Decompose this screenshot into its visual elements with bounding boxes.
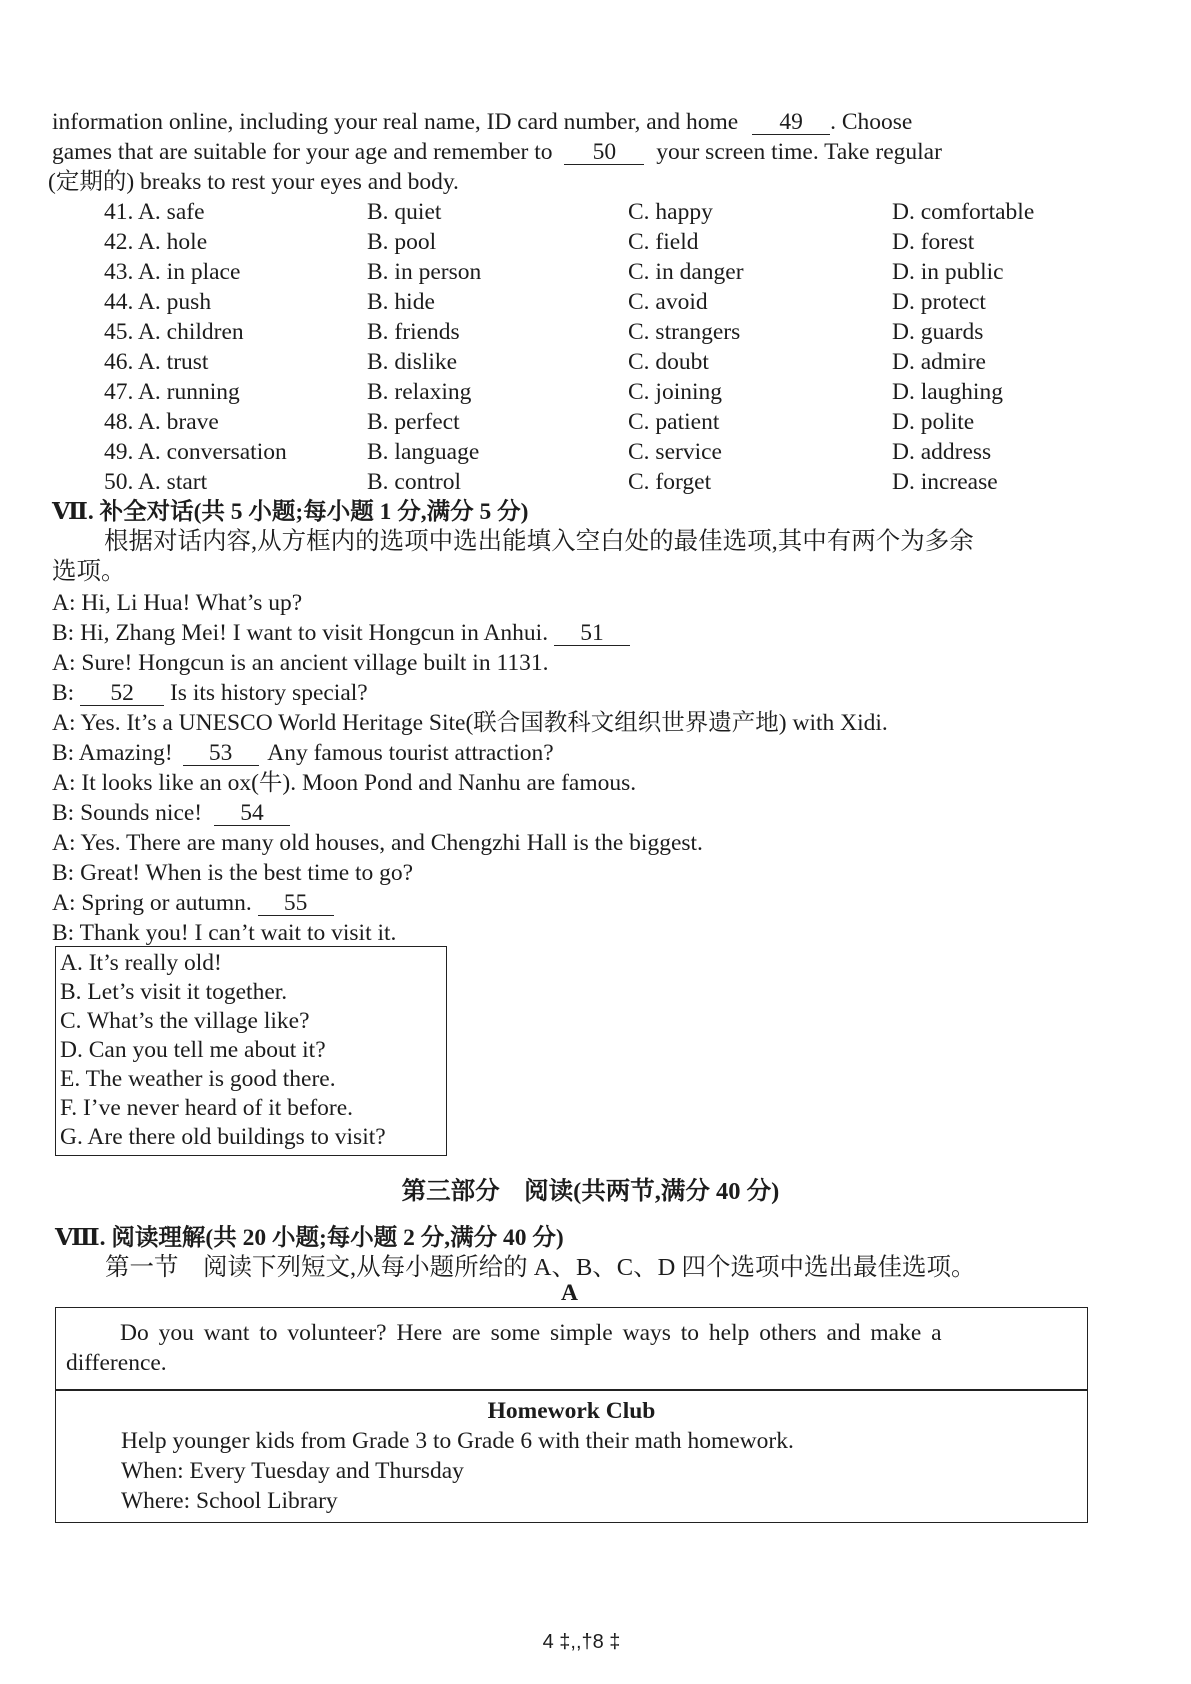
passage-text: (定期的) breaks to rest your eyes and body.: [48, 169, 459, 195]
option-b: B. pool: [367, 229, 437, 255]
option-a: 49. A. conversation: [104, 439, 287, 465]
subsection-instructions: 第一节 阅读下列短文,从每小题所给的 A、B、C、D 四个选项中选出最佳选项。: [105, 1254, 976, 1281]
reading-intro-box: [55, 1307, 1088, 1391]
blank-53: 53: [183, 741, 259, 766]
option-d: D. laughing: [892, 379, 1003, 405]
option-d: D. comfortable: [892, 199, 1035, 225]
dialogue-text: Any famous tourist attraction?: [267, 740, 554, 766]
dialogue-line: A: Yes. It’s a UNESCO World Heritage Site(联合国教科文组织世界遗产地) with Xidi.: [52, 710, 888, 736]
option-b: B. control: [367, 469, 461, 495]
blank-50: 50: [564, 140, 644, 165]
passage-text: your screen time. Take regular: [656, 139, 942, 165]
option-d: D. forest: [892, 229, 975, 255]
section-7-instructions: 根据对话内容,从方框内的选项中选出能填入空白处的最佳选项,其中有两个为多余: [104, 528, 974, 555]
dialogue-line: [52, 678, 368, 708]
reading-intro-text: difference.: [66, 1350, 167, 1376]
option-d: D. address: [892, 439, 992, 465]
option-c: C. happy: [628, 199, 713, 225]
dialogue-text: Is its history special?: [169, 680, 368, 706]
choice-item: A. It’s really old!: [60, 950, 222, 976]
option-a: 47. A. running: [104, 379, 240, 405]
choice-item: B. Let’s visit it together.: [60, 979, 288, 1005]
dialogue-line: B: Great! When is the best time to go?: [52, 860, 414, 886]
option-a: 48. A. brave: [104, 409, 219, 435]
dialogue-line: [52, 888, 334, 918]
option-b: B. perfect: [367, 409, 460, 435]
option-c: C. in danger: [628, 259, 744, 285]
option-d: D. admire: [892, 349, 986, 375]
club-description: Help younger kids from Grade 3 to Grade 6 with their math homework.: [121, 1428, 794, 1454]
option-c: C. patient: [628, 409, 720, 435]
page-footer: 4 ‡,,†8 ‡: [542, 1631, 621, 1653]
passage-line-3: [48, 167, 459, 197]
option-d: D. guards: [892, 319, 984, 345]
option-a: 50. A. start: [104, 469, 208, 495]
option-b: B. dislike: [367, 349, 458, 375]
option-c: C. field: [628, 229, 699, 255]
passage-line-2: [52, 137, 942, 167]
reading-intro-text: Do you want to volunteer? Here are some simple ways to help others and make a: [120, 1320, 942, 1346]
blank-52: 52: [80, 681, 164, 706]
homework-club-box: [55, 1389, 1088, 1523]
option-a: 46. A. trust: [104, 349, 209, 375]
dialogue-text: A: Spring or autumn.: [52, 890, 252, 916]
option-b: B. language: [367, 439, 480, 465]
passage-text: games that are suitable for your age and remember to: [52, 139, 553, 165]
option-d: D. in public: [892, 259, 1004, 285]
option-d: D. protect: [892, 289, 986, 315]
option-a: 42. A. hole: [104, 229, 208, 255]
club-title: Homework Club: [487, 1398, 656, 1424]
option-b: B. hide: [367, 289, 435, 315]
passage-label: A: [561, 1280, 578, 1306]
option-a: 43. A. in place: [104, 259, 241, 285]
dialogue-line: [52, 618, 630, 648]
dialogue-line: B: Thank you! I can’t wait to visit it.: [52, 920, 397, 946]
section-8-title: Ⅷ. 阅读理解(共 20 小题;每小题 2 分,满分 40 分): [55, 1225, 564, 1251]
section-7-title: Ⅶ. 补全对话(共 5 小题;每小题 1 分,满分 5 分): [52, 499, 529, 525]
part-3-title: 第三部分 阅读(共两节,满分 40 分): [401, 1178, 780, 1205]
option-c: C. doubt: [628, 349, 709, 375]
choice-item: C. What’s the village like?: [60, 1008, 310, 1034]
choice-item: E. The weather is good there.: [60, 1066, 336, 1092]
dialogue-text: B: Hi, Zhang Mei! I want to visit Hongcun in Anhui.: [52, 620, 549, 646]
option-b: B. relaxing: [367, 379, 472, 405]
blank-49: 49: [752, 110, 830, 135]
option-c: C. strangers: [628, 319, 741, 345]
section-7-instructions: 选项。: [52, 558, 126, 585]
option-b: B. in person: [367, 259, 482, 285]
dialogue-line: A: It looks like an ox(牛). Moon Pond and Nanhu are famous.: [52, 770, 637, 796]
option-d: D. increase: [892, 469, 998, 495]
option-c: C. avoid: [628, 289, 708, 315]
option-b: B. friends: [367, 319, 460, 345]
option-c: C. service: [628, 439, 722, 465]
dialogue-line: A: Yes. There are many old houses, and Chengzhi Hall is the biggest.: [52, 830, 703, 856]
blank-55: 55: [258, 891, 334, 916]
option-a: 44. A. push: [104, 289, 212, 315]
club-where: Where: School Library: [121, 1488, 338, 1514]
dialogue-line: A: Sure! Hongcun is an ancient village built in 1131.: [52, 650, 549, 676]
choice-item: F. I’ve never heard of it before.: [60, 1095, 354, 1121]
passage-line-1: [52, 107, 912, 137]
dialogue-line: [52, 738, 554, 768]
blank-54: 54: [214, 801, 290, 826]
passage-text: information online, including your real name, ID card number, and home: [52, 109, 739, 135]
option-c: C. joining: [628, 379, 723, 405]
option-c: C. forget: [628, 469, 712, 495]
option-d: D. polite: [892, 409, 975, 435]
dialogue-text: B:: [52, 680, 75, 706]
dialogue-text: B: Amazing!: [52, 740, 173, 766]
option-b: B. quiet: [367, 199, 442, 225]
option-a: 41. A. safe: [104, 199, 205, 225]
dialogue-line: A: Hi, Li Hua! What’s up?: [52, 590, 303, 616]
dialogue-text: B: Sounds nice!: [52, 800, 203, 826]
passage-text: . Choose: [830, 109, 913, 135]
blank-51: 51: [554, 621, 630, 646]
choices-box: [55, 946, 447, 1156]
choice-item: D. Can you tell me about it?: [60, 1037, 326, 1063]
dialogue-line: [52, 798, 290, 828]
option-a: 45. A. children: [104, 319, 244, 345]
choice-item: G. Are there old buildings to visit?: [60, 1124, 386, 1150]
club-when: When: Every Tuesday and Thursday: [121, 1458, 464, 1484]
